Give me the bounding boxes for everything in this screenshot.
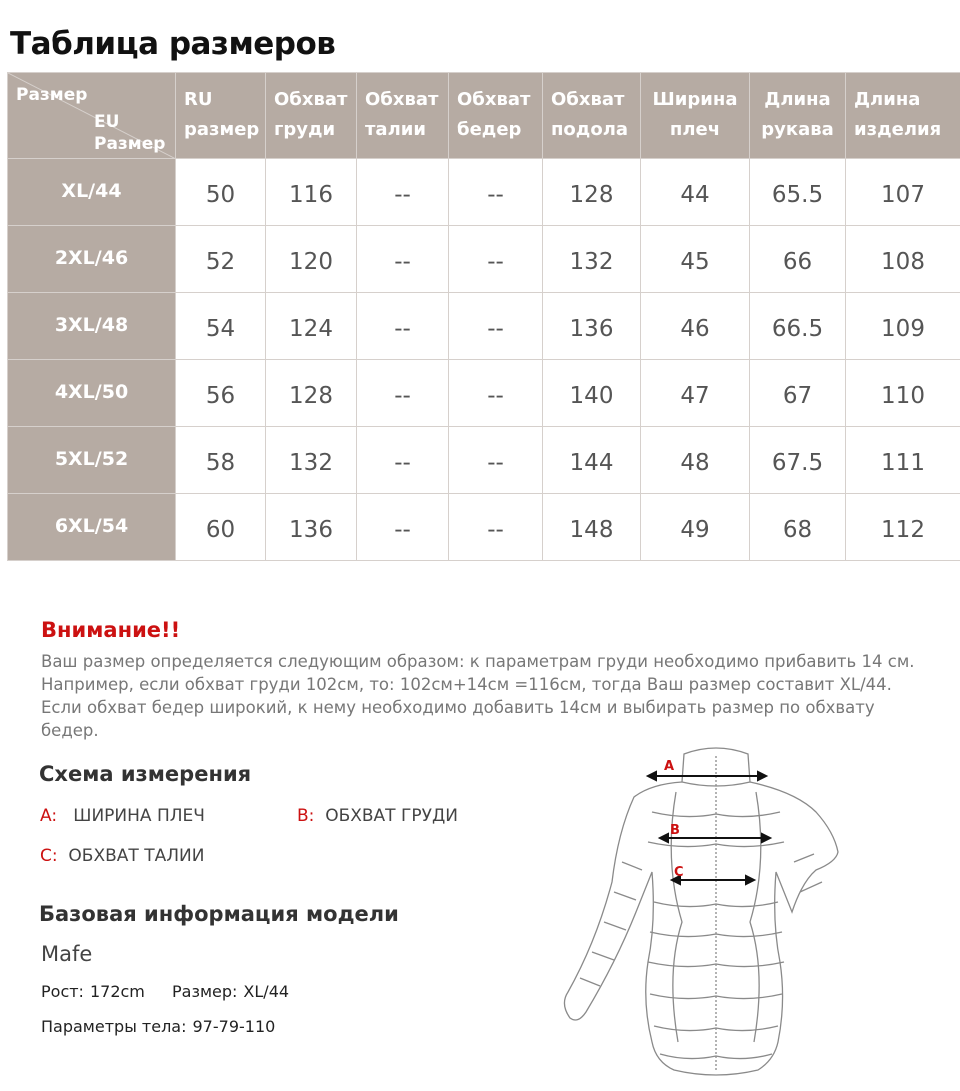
table-cell: -- [357, 494, 449, 561]
table-cell: 66 [750, 226, 846, 293]
table-cell: 136 [543, 293, 641, 360]
model-params-label: Параметры тела: [41, 1017, 187, 1036]
model-name: Mafe [41, 942, 93, 966]
table-cell: 60 [176, 494, 266, 561]
table-row [8, 427, 960, 494]
table-cell: 54 [176, 293, 266, 360]
table-row [8, 360, 960, 427]
table-cell: 49 [641, 494, 750, 561]
eu-size-cell: 3XL/48 [8, 293, 176, 360]
measurement-a-label: ШИРИНА ПЛЕЧ [73, 806, 205, 826]
arrow-b-head-left [660, 834, 668, 842]
column-header-sleeve: Длина рукава [750, 73, 846, 159]
table-cell: -- [357, 226, 449, 293]
sleeve-quilt-right [794, 854, 822, 892]
table-cell: -- [449, 293, 543, 360]
corner-eu-label: EU [94, 112, 120, 132]
table-cell: -- [449, 226, 543, 293]
eu-size-cell: 6XL/54 [8, 494, 176, 561]
column-header-chest: Обхват груди [266, 73, 357, 159]
arrow-a-head-right [758, 772, 766, 780]
table-row [8, 293, 960, 360]
scheme-title: Схема измерения [39, 762, 252, 786]
corner-eu-size-label: Размер [94, 134, 166, 154]
table-cell: -- [357, 360, 449, 427]
table-cell: 58 [176, 427, 266, 494]
arrow-b-head-right [762, 834, 770, 842]
table-cell: 116 [266, 159, 357, 226]
table-cell: 136 [266, 494, 357, 561]
table-cell: -- [357, 159, 449, 226]
table-cell: 112 [846, 494, 960, 561]
diagram-label-a: A [664, 759, 675, 774]
measurement-b-letter: B: [297, 806, 315, 826]
table-cell: -- [357, 293, 449, 360]
table-cell: 111 [846, 427, 960, 494]
measurement-b-label: ОБХВАТ ГРУДИ [325, 806, 458, 826]
diagram-label-c: C [674, 865, 684, 880]
jacket-seam [750, 792, 761, 1042]
table-cell: 56 [176, 360, 266, 427]
model-size-label: Размер: [172, 982, 238, 1001]
table-cell: 148 [543, 494, 641, 561]
eu-size-cell: 2XL/46 [8, 226, 176, 293]
model-params [41, 1017, 275, 1036]
table-cell: 109 [846, 293, 960, 360]
column-header-ru: RU размер [176, 73, 266, 159]
table-cell: 68 [750, 494, 846, 561]
table-cell: 124 [266, 293, 357, 360]
table-header-row [8, 73, 960, 159]
jacket-diagram [556, 742, 856, 1082]
table-row [8, 159, 960, 226]
table-cell: 110 [846, 360, 960, 427]
table-cell: -- [449, 494, 543, 561]
column-header-hem: Обхват подола [543, 73, 641, 159]
measurement-b [297, 806, 458, 826]
table-cell: 44 [641, 159, 750, 226]
table-cell: 132 [266, 427, 357, 494]
measurement-a-letter: A: [40, 806, 58, 826]
table-cell: 128 [543, 159, 641, 226]
eu-size-cell: 5XL/52 [8, 427, 176, 494]
table-cell: 66.5 [750, 293, 846, 360]
table-cell: 108 [846, 226, 960, 293]
column-header-hips: Обхват бедер [449, 73, 543, 159]
corner-size-label: Размер [16, 85, 88, 105]
arrow-a-head-left [648, 772, 656, 780]
page-title: Таблица размеров [10, 26, 336, 62]
table-cell: 48 [641, 427, 750, 494]
size-table [7, 72, 960, 561]
table-corner-cell [8, 73, 176, 159]
table-cell: -- [449, 159, 543, 226]
model-size-value: XL/44 [243, 982, 290, 1001]
table-cell: 46 [641, 293, 750, 360]
model-info-title: Базовая информация модели [39, 902, 399, 926]
table-cell: 132 [543, 226, 641, 293]
table-row [8, 226, 960, 293]
table-cell: -- [449, 427, 543, 494]
table-cell: -- [449, 360, 543, 427]
table-cell: -- [357, 427, 449, 494]
jacket-outline [564, 782, 838, 1075]
measurement-c [40, 846, 204, 866]
table-cell: 67 [750, 360, 846, 427]
table-cell: 140 [543, 360, 641, 427]
model-size [172, 982, 289, 1001]
measurement-a [40, 806, 205, 826]
table-cell: 52 [176, 226, 266, 293]
table-cell: 45 [641, 226, 750, 293]
model-height-label: Рост: [41, 982, 84, 1001]
table-cell: 50 [176, 159, 266, 226]
eu-size-cell: XL/44 [8, 159, 176, 226]
eu-size-cell: 4XL/50 [8, 360, 176, 427]
table-cell: 128 [266, 360, 357, 427]
model-params-value: 97-79-110 [192, 1017, 276, 1036]
table-cell: 67.5 [750, 427, 846, 494]
model-height [41, 982, 145, 1001]
table-cell: 65.5 [750, 159, 846, 226]
table-cell: 120 [266, 226, 357, 293]
table-cell: 47 [641, 360, 750, 427]
table-row [8, 494, 960, 561]
column-header-waist: Обхват талии [357, 73, 449, 159]
model-height-value: 172cm [89, 982, 145, 1001]
arrow-c-head-right [746, 876, 754, 884]
notice-title: Внимание!! [41, 618, 181, 642]
table-cell: 107 [846, 159, 960, 226]
measurement-c-label: ОБХВАТ ТАЛИИ [68, 846, 205, 866]
column-header-shoulders: Ширина плеч [641, 73, 750, 159]
notice-text: Ваш размер определяется следующим образом: к параметрам груди необходимо прибавить 14 см. Например, если обхват груди 102см, то: 102см+14см =116см, тогда Ваш размер составит XL/44. Если обхват бедер широкий, к нему необходимо добавить 14см и выбирать размер по обхвату бедер. [41, 652, 915, 740]
table-cell: 144 [543, 427, 641, 494]
column-header-length: Длина изделия [846, 73, 960, 159]
measurement-c-letter: C: [40, 846, 58, 866]
diagram-label-b: B [670, 823, 680, 838]
